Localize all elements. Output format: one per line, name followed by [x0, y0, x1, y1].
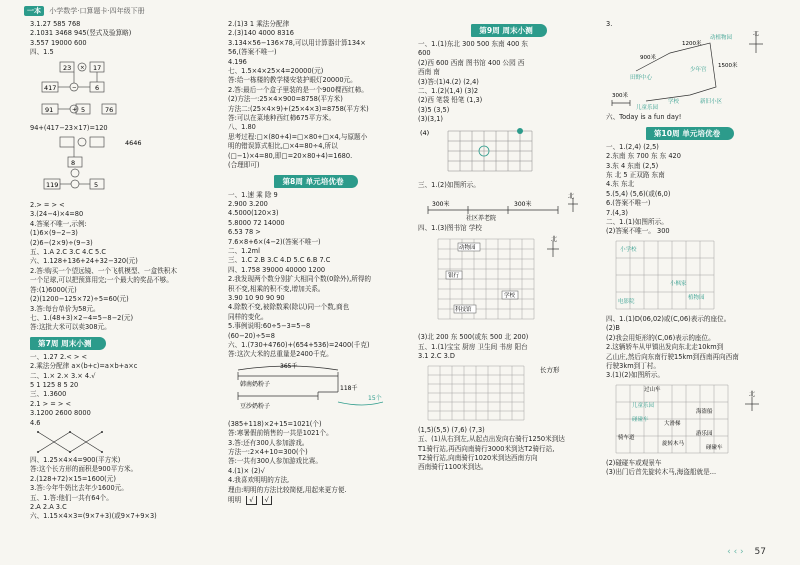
map-north: 北 — [568, 193, 575, 201]
route-d2: 1200米 — [682, 41, 702, 48]
community-map — [418, 192, 588, 222]
line-segment-figure — [228, 362, 398, 418]
answer-line: (1,5)(5,5) (7,6) (7,3) — [418, 425, 485, 434]
answer-line: 2.东南 东 700 东 东 420 — [606, 152, 681, 161]
answer-line: 2.乘法分配律 a×(b+c)=a×b+a×c — [30, 362, 138, 371]
grid-figure-1 — [418, 127, 588, 179]
grid5-pirate: 海盗船 — [696, 408, 713, 415]
col3-block-c — [418, 224, 600, 233]
answer-line: 4.5000(120×3) — [228, 209, 279, 218]
answer-line: 二、1.2ml — [228, 246, 260, 255]
grid-figure-2 — [418, 235, 588, 331]
answer-line: 八、1.80 — [228, 123, 256, 132]
answer-line: 2.我发现两个数分别扩大相同个数(0除外),所得的 — [228, 275, 372, 284]
answer-line: 方法二:(25×4×9)+(25×4×3)=8758(平方米) — [228, 104, 369, 113]
answer-line: T2骑行站,向南骑行1020米到达西南方向 — [418, 453, 538, 462]
fig-sheep-label: 韩南奶粉子 — [240, 380, 271, 388]
map-place: 社区养老院 — [466, 215, 497, 223]
grid4-school: 小学校 — [620, 246, 637, 253]
grid2-bank: 银行 — [448, 273, 460, 280]
answer-line: 4.除数不变,被除数乘(除以)同一个数,商也 — [228, 303, 350, 312]
answer-line: 4.196 — [228, 57, 247, 66]
grid5-bikeway: 骑车道 — [618, 434, 635, 441]
answer-line: 2.答:购买一个望远镜、一个飞机模型、一盒铁积木 — [30, 266, 177, 275]
answer-line: 一、1.(1)东北 300 500 东南 400 东 — [418, 40, 529, 48]
answer-line: 3.答:还有300人参加游戏。 — [228, 438, 309, 447]
col3-block-b — [418, 181, 600, 190]
answer-line: (合理即可) — [228, 161, 260, 170]
matching-lines-diagram — [30, 430, 120, 454]
answer-line: 答:寒暑假前销售的一共是1021个。 — [228, 429, 333, 438]
checkbox-label: 明明 — [228, 496, 242, 505]
answer-line: (3)答:(1)4.(2) (2,4) — [418, 77, 479, 86]
answer-line: 4.答案不唯一,示例: — [30, 219, 87, 228]
answer-line: (2)方法一:25×4×900=8758(平方米) — [228, 95, 343, 104]
fig-times-label: 118千 — [340, 384, 358, 392]
answer-line: 一、1.速 乘 除 9 — [228, 190, 278, 199]
diag1-e: 91 — [45, 105, 54, 114]
col4-block-b — [606, 113, 774, 122]
column-3 — [418, 20, 600, 473]
answer-line: 四、1.(3)图书馆 学校 — [418, 224, 482, 233]
answer-line: (□−1)×4=80,即□=20×80+4)=1680. — [228, 151, 353, 160]
answer-line: (2)答案不唯一。 300 — [606, 227, 670, 236]
answer-line: (3)5 (3,5) — [418, 105, 450, 114]
answer-line: 4.东 东北 — [606, 180, 635, 189]
answer-line: 600 — [418, 49, 431, 58]
answer-line: 答:(1)6000(元) — [30, 285, 77, 294]
grid5-park: 游乐园 — [696, 430, 713, 437]
answer-line: 二、1.(1)如图所示。 — [606, 218, 668, 227]
col3-block-e — [418, 426, 600, 473]
route-p1: 动植物园 — [710, 35, 733, 42]
answer-line: 3.答:今年牛奶比去年少1600元。 — [30, 484, 128, 493]
svg-text:−: − — [72, 84, 77, 91]
answer-line: 一、1.27 2.< > < — [30, 352, 88, 361]
grid-figure-5 — [606, 383, 774, 457]
answer-line: 3.东 4 东南 (2,5) — [606, 161, 659, 170]
answer-line: 2.这辆轿车从甲镇出发向东北走10km到 — [606, 343, 724, 352]
col4-block-e — [606, 459, 774, 478]
route-p4: 新旧小区 — [700, 99, 723, 106]
answer-line: 五、1.(1)宝宝 厨房 卫生间 书房 阳台 — [418, 342, 528, 351]
col3-block-a — [418, 40, 600, 125]
answer-line: 3.557 19000 600 — [30, 38, 87, 47]
answer-line: 明的错误算式相比,□×4=80÷4,所以 — [228, 142, 338, 151]
answer-line: T1骑行站,再西向南骑行3000米到达T2骑行站, — [418, 444, 555, 453]
answer-line: 4.(1)× (2)√ — [228, 466, 265, 475]
col1-block-b — [30, 124, 222, 133]
grid2-school: 学校 — [504, 293, 516, 300]
answer-line: 三、1.(2)如图所示。 — [418, 180, 480, 189]
answer-line: 七、1.5×4×25×4=20000(元) — [228, 67, 324, 76]
answer-line: 3.90 10 90 90 90 — [228, 293, 285, 302]
diag1-g: 76 — [105, 105, 114, 114]
answer-line: 答:可以在菜地种西红柿675平方米。 — [228, 114, 336, 123]
answer-line: 五、(1)从右到左,从起点出发向右骑行1250米到达 — [418, 435, 565, 444]
answer-line: 西南 南 — [418, 68, 440, 77]
grid1-label: (4) — [420, 128, 430, 137]
section-title-week10: 第10周 单元培优卷 — [646, 127, 734, 140]
page-number-value: 57 — [754, 547, 766, 557]
answer-line: 3.1.27 585 768 — [30, 20, 81, 28]
answer-line: 2.(128+72)×15=1600(元) — [30, 474, 116, 483]
page-header — [24, 6, 145, 16]
answer-line: 94+(417−23×17)=120 — [30, 123, 108, 132]
answer-line: (2)(1200−125×72)÷5=60(元) — [30, 295, 129, 304]
route-north: 北 — [753, 31, 760, 38]
answer-line: 4.6 — [30, 418, 41, 427]
route-p3: 少年宫 — [690, 67, 707, 74]
column-4 — [606, 20, 774, 478]
grid-figure-4 — [606, 239, 774, 313]
svg-text:+: + — [72, 106, 77, 113]
answer-line: 2.答:最后一个盒子里装的是一个900棵西红柿。 — [228, 85, 368, 94]
answer-line: 3.134×56−136×78,可以用计算器计算134× — [228, 38, 366, 47]
grid5-bumper-2: 碰碰车 — [706, 444, 723, 451]
answer-line: 答:给一栋楼的教学楼安装护眼灯20000元。 — [228, 76, 357, 85]
col1-block-d — [30, 353, 222, 428]
answer-line: 2.> = > < — [30, 201, 65, 210]
answer-line: 3.(24−4)×4=80 — [30, 210, 84, 219]
answer-line: 理由:明明的方法比较简便,用起来更方便. — [228, 485, 347, 494]
section-title-week7: 第7周 周末小测 — [30, 337, 106, 350]
answer-line: (3)出门后首先旋转木马,海盗船就是... — [606, 468, 717, 477]
section-title-week8: 第8周 单元培优卷 — [274, 175, 357, 188]
answer-line: (2)西 笔袋 铅笔 (1,3) — [418, 96, 483, 105]
checkbox-mark-2: √ — [262, 496, 272, 505]
operation-tree-diagram-2 — [30, 135, 160, 199]
answer-line: (3)(3,1) — [418, 115, 443, 124]
answer-line: 5.事例说明:60÷5−3=5−8 — [228, 322, 311, 331]
answer-line: 4.我喜欢明明的方法, — [228, 476, 290, 485]
col1-block-c — [30, 201, 222, 333]
page-nav-arrows-icon: ‹ ‹ › — [727, 547, 744, 557]
map-dist-1: 300米 — [432, 201, 450, 209]
answer-line: (2)6−(2×9)÷(9−3) — [30, 238, 93, 247]
answer-line: 2.A 2.A 3.C — [30, 503, 67, 511]
answer-line: (1)6×(9−2−3) — [30, 229, 78, 238]
section-title-week9: 第9周 周末小测 — [471, 24, 547, 37]
answer-line: 方法一:2×4+10=300(个) — [228, 448, 308, 457]
answer-line: (2)B — [606, 324, 620, 333]
column-2 — [228, 20, 404, 505]
answer-line: 积不变,相乘的积不变,增加关系。 — [228, 284, 325, 293]
diag1-c: 417 — [44, 83, 57, 92]
answer-line: (2)碰碰车或观景车 — [606, 458, 662, 467]
col2-block-c — [228, 420, 404, 495]
answer-line: 行驶3km到丁村。 — [606, 361, 660, 370]
answer-line: 5.(5,4) (5,6)(或(6,0) — [606, 189, 671, 198]
operation-tree-diagram-1 — [30, 60, 150, 122]
answer-line: 乙山庄,然后向东南行驶15km到西南再向西南 — [606, 352, 739, 361]
answer-line: 56,(答案不唯一) — [228, 48, 277, 57]
answer-line: 思考过程:□×(80+4)=□×80+□×4,与原题小 — [228, 132, 368, 141]
answer-line: 同样的变化。 — [228, 312, 268, 321]
checkbox-mark-1: √ — [246, 496, 256, 505]
grid5-carousel: 旋转木马 — [662, 440, 685, 447]
answer-line: 一、1.(2,4) (2,5) — [606, 142, 659, 151]
answer-line: 6.53 78 > — [228, 228, 261, 237]
diag1-b: 17 — [93, 63, 102, 72]
diag2-a: 4646 — [125, 139, 142, 148]
answer-line: 东 北 5 正双路 东南 — [606, 171, 665, 180]
grid4-cinema: 电影院 — [618, 298, 635, 305]
grid-figure-3 — [418, 364, 588, 424]
grid5-bumper: 碰碰车 — [632, 416, 649, 423]
answer-line: 四、1.758 39000 40000 1200 — [228, 265, 326, 274]
grid2-zoo: 动物园 — [459, 245, 476, 252]
col2-block-a — [228, 20, 404, 171]
route-d3: 1500米 — [718, 63, 738, 70]
diag2-b: 119 — [46, 181, 59, 190]
map-dist-2: 300米 — [514, 201, 532, 209]
answer-line: 七、1.(48+3)×2−4=5−8−2(元) — [30, 313, 134, 322]
grid4-garden: 植物园 — [688, 294, 705, 301]
answer-line: 四、1.25×4×4=900(平方米) — [30, 455, 121, 464]
header-tag: 一本 — [24, 6, 44, 16]
answer-line: 2.1031 3468 945(竖式及验算略) — [30, 29, 132, 38]
grid3-label: 长方形 — [540, 365, 560, 374]
answer-line: 2.900 3.200 — [228, 199, 268, 208]
answer-line: (385+118)×2+15=1021(个) — [228, 419, 322, 428]
header-title: 小学数学·口算题卡·四年级下册 — [49, 7, 145, 15]
fig-top-label: 365千 — [280, 362, 298, 370]
route-d1: 900米 — [640, 55, 656, 62]
answer-line: 5 1 125 8 5 20 — [30, 380, 79, 389]
diag1-a: 23 — [63, 63, 72, 72]
answer-line: 3.1200 2600 8000 — [30, 409, 91, 418]
grid2-museum: 科技馆 — [455, 307, 472, 314]
route-p5: 学校 — [668, 99, 680, 106]
answer-line: 五、1.答:他们一共有64个。 — [30, 493, 113, 502]
answer-line: 3.答:每台单价为58元。 — [30, 304, 100, 313]
page-number — [727, 547, 766, 557]
diag2-c: 5 — [94, 181, 99, 190]
answer-line: 六、1.15×4×3=(9×7+3)(或9×7+9×3) — [30, 512, 157, 521]
diag2-d: 8 — [71, 159, 76, 168]
col4-block-a — [606, 20, 774, 29]
answer-line: 3.(1)(2)如图所示。 — [606, 371, 664, 380]
col2-block-b — [228, 191, 404, 360]
answer-line: 5.8000 72 14000 — [228, 218, 285, 227]
answer-line: (2)西 600 西南 图书馆 400 公园 西 — [418, 58, 525, 67]
answer-line: 答:这个长方形的面积是900平方米。 — [30, 465, 138, 474]
answer-line: 六、Today is a fun day! — [606, 113, 682, 122]
answer-line: 6.(答案不唯一) — [606, 199, 651, 208]
answer-line: 六、1.(730+4760)+(654+536)=2400(千克) — [228, 341, 370, 349]
answer-line: 六、1.128+136+24+32−320(元) — [30, 257, 138, 266]
answer-line: 四、1.(1)D(06,02)或(C,06)表示的座位。 — [606, 314, 731, 323]
answer-line: 三、1.3600 — [30, 390, 67, 399]
answer-line: 2.1 > = > < — [30, 399, 71, 408]
answer-line: 3.1 2.C 3.D — [418, 352, 455, 361]
answer-line: 四、1.5 — [30, 48, 54, 57]
answer-line: 答:这次大米的总重量是2400千克。 — [228, 350, 333, 359]
grid2-north: 北 — [551, 236, 558, 244]
answer-line: 3. — [606, 20, 613, 28]
answer-line: 二、1.× 2.× 3.× 4.√ — [30, 371, 96, 380]
answer-line: 2.(1)3 1 乘法分配律 — [228, 20, 290, 28]
col4-block-c — [606, 143, 774, 237]
diag1-f: 5 — [81, 105, 86, 114]
answer-line: 五、1.A 2.C 3.C 4.C 5.C — [30, 248, 106, 257]
answer-line: 2.(3)140 4000 8316 — [228, 29, 294, 38]
route-d4: 300米 — [612, 93, 628, 100]
diag1-d: 6 — [95, 83, 100, 92]
grid5-kids: 儿童乐园 — [632, 402, 655, 409]
answer-line: (3)北 200 东 500(或东 500 北 200) — [418, 333, 529, 342]
grid5-slide: 大滑梯 — [664, 420, 681, 427]
svg-text:×: × — [80, 64, 85, 71]
route-p2: 田野中心 — [630, 75, 653, 82]
fig-goat-label: 豆沙奶粉子 — [240, 402, 271, 410]
answer-line: 答:这批大米可以卖308元。 — [30, 323, 111, 332]
grid5-north: 北 — [749, 390, 756, 398]
answer-line: 7.6×8+6×(4−2)(答案不唯一) — [228, 237, 321, 246]
col4-block-d — [606, 315, 774, 381]
column-1 — [30, 20, 222, 522]
route-p6: 儿童乐园 — [636, 105, 659, 112]
grid4-home: 小枫家 — [670, 280, 687, 287]
col1-block-e — [30, 456, 222, 522]
answer-line: 三、1.C 2.B 3.C 4.D 5.C 6.B 7.C — [228, 256, 331, 265]
fig-side-label: 15个 — [368, 394, 382, 402]
answer-line: 二、1.(2)(1,4) (3)2 — [418, 87, 479, 96]
answer-line: (60−20)÷5=8 — [228, 331, 275, 340]
answer-line: 西南骑行1100米到达。 — [418, 463, 488, 472]
route-map — [606, 31, 774, 111]
answer-line: 7.(4,3) — [606, 208, 628, 217]
answer-line: 答:一共有300人参加游戏比赛。 — [228, 457, 322, 466]
col3-block-d — [418, 333, 600, 361]
answer-line: (2)我会用矩形的(C,06)表示的座位。 — [606, 333, 715, 342]
answer-line: 一个足球,可以把预算用完;一个最大的奖品不够。 — [30, 276, 173, 285]
col1-block-a — [30, 20, 222, 58]
grid5-coaster: 过山车 — [644, 386, 661, 393]
